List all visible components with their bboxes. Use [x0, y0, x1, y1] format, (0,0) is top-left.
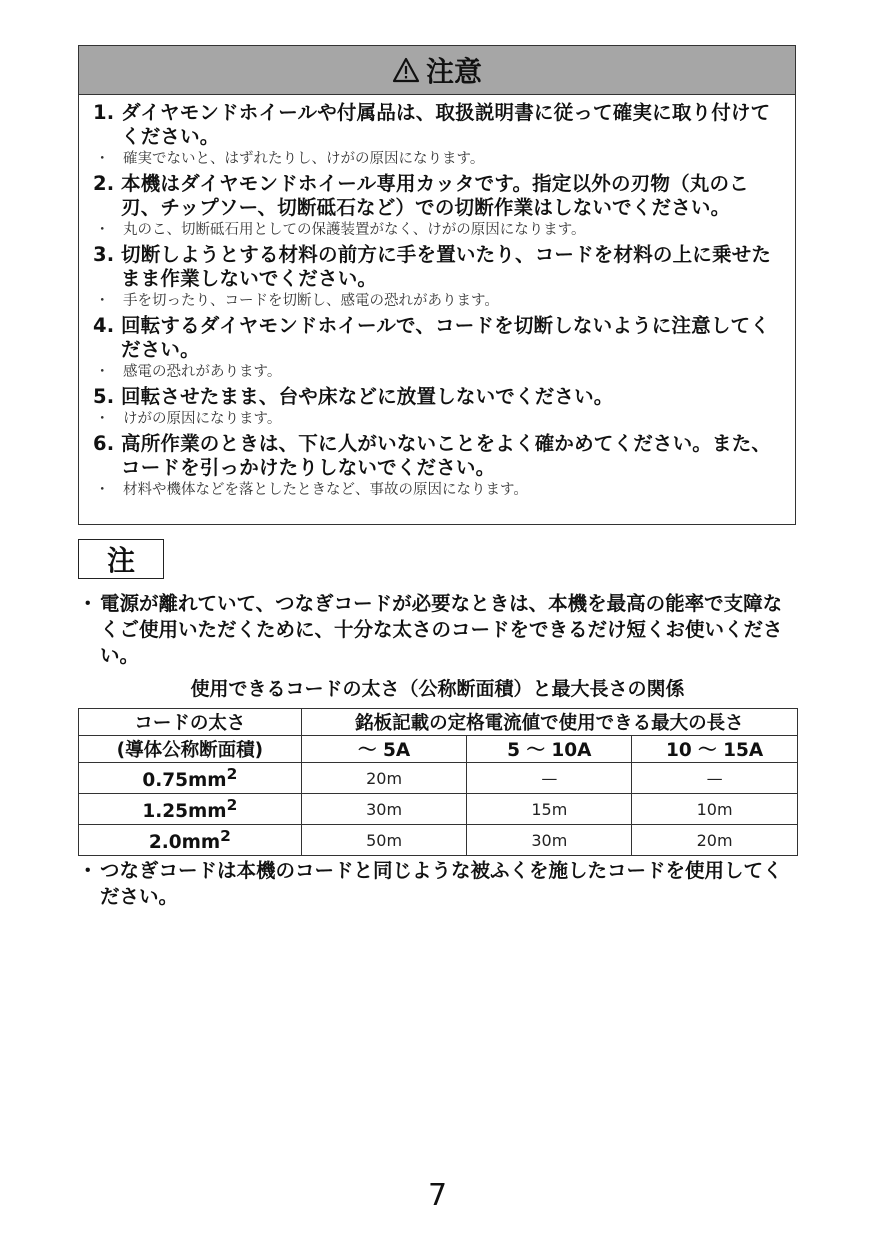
caution-item — [93, 385, 781, 409]
length-cell: 20m — [632, 825, 798, 856]
caution-item — [93, 101, 781, 149]
table-row — [79, 825, 798, 856]
caution-title: 注意 — [425, 55, 482, 88]
item-text: ダイヤモンドホイールや付属品は、取扱説明書に従って確実に取り付けてください。 — [121, 101, 771, 148]
table-caption: 使用できるコードの太さ（公称断面積）と最大長さの関係 — [190, 678, 685, 700]
bullet-dot: ・ — [95, 293, 110, 309]
note-text: 材料や機体などを落としたときなど、事故の原因になります。 — [123, 482, 528, 498]
item-text: 回転するダイヤモンドホイールで、コードを切断しないように注意してください。 — [121, 314, 770, 361]
note-text: けがの原因になります。 — [123, 411, 282, 427]
cord-sheath-paragraph — [78, 858, 798, 910]
cord-size-table — [78, 708, 798, 856]
length-cell: 50m — [301, 825, 467, 856]
length-cell: 20m — [301, 763, 467, 794]
table-row — [79, 763, 798, 794]
table-row — [79, 794, 798, 825]
caution-item — [93, 314, 781, 362]
bullet-dot: ・ — [95, 222, 110, 238]
cord-size-cell: $2.0mm^2$ — [79, 825, 302, 856]
header-max-length: 銘板記載の定格電流値で使用できる最大の長さ — [301, 709, 797, 736]
caution-note — [93, 362, 781, 383]
bullet-dot: ・ — [78, 859, 98, 882]
item-text: 回転させたまま、台や床などに放置しないでください。 — [121, 385, 614, 408]
paragraph-text: 電源が離れていて、つなぎコードが必要なときは、本機を最高の能率で支障なくご使用いただくために、十分な太さのコードをできるだけ短くお使いください。 — [100, 592, 783, 667]
item-number: 1. — [93, 101, 115, 124]
header-current-range: 5 ～ 10A — [467, 736, 632, 763]
caution-note — [93, 480, 781, 501]
length-cell: 30m — [467, 825, 632, 856]
length-cell: 10m — [632, 794, 798, 825]
item-text: 本機はダイヤモンドホイール専用カッタです。指定以外の刃物（丸のこ刃、チップソー、切断砥石など）での切断作業はしないでください。 — [121, 172, 749, 219]
length-cell: 30m — [301, 794, 467, 825]
item-number: 6. — [93, 432, 115, 455]
cord-size-cell: $0.75mm^2$ — [79, 763, 302, 794]
caution-list — [79, 95, 795, 501]
item-number: 5. — [93, 385, 115, 408]
caution-item — [93, 243, 781, 291]
header-current-range: ～ 5A — [301, 736, 467, 763]
bullet-dot: ・ — [95, 411, 110, 427]
caution-header — [79, 46, 795, 95]
note-text: 確実でないと、はずれたりし、けがの原因になります。 — [123, 151, 485, 167]
header-cord-size: コードの太さ — [79, 709, 302, 736]
bullet-dot: ・ — [95, 151, 110, 167]
cord-size-cell: $1.25mm^2$ — [79, 794, 302, 825]
length-cell: — — [467, 763, 632, 794]
caution-note — [93, 291, 781, 312]
paragraph-text: つなぎコードは本機のコードと同じような被ふくを施したコードを使用してください。 — [100, 859, 783, 908]
length-cell: — — [632, 763, 798, 794]
caution-box — [78, 45, 796, 525]
length-cell: 15m — [467, 794, 632, 825]
caution-note — [93, 149, 781, 170]
item-number: 3. — [93, 243, 115, 266]
caution-note — [93, 220, 781, 241]
caution-item — [93, 172, 781, 220]
item-text: 高所作業のときは、下に人がいないことをよく確かめてください。また、コードを引っかけたりしないでください。 — [121, 432, 772, 479]
item-number: 4. — [93, 314, 115, 337]
bullet-dot: ・ — [95, 482, 110, 498]
header-current-range: 10 ～ 15A — [632, 736, 798, 763]
bullet-dot: ・ — [95, 364, 110, 380]
caution-note — [93, 409, 781, 430]
item-number: 2. — [93, 172, 115, 195]
caution-item — [93, 432, 781, 480]
extension-cord-paragraph — [78, 591, 798, 669]
page-number: 7 — [427, 1178, 448, 1213]
note-text: 手を切ったり、コードを切断し、感電の恐れがあります。 — [123, 293, 499, 309]
note-text: 丸のこ、切断砥石用としての保護装置がなく、けがの原因になります。 — [123, 222, 586, 238]
header-cord-size-sub: (導体公称断面積) — [79, 736, 302, 763]
item-text: 切断しようとする材料の前方に手を置いたり、コードを材料の上に乗せたまま作業しないでください。 — [121, 243, 772, 290]
bullet-dot: ・ — [78, 592, 98, 615]
note-badge: 注 — [78, 539, 164, 579]
note-text: 感電の恐れがあります。 — [123, 364, 282, 380]
warning-triangle-icon — [392, 57, 420, 83]
